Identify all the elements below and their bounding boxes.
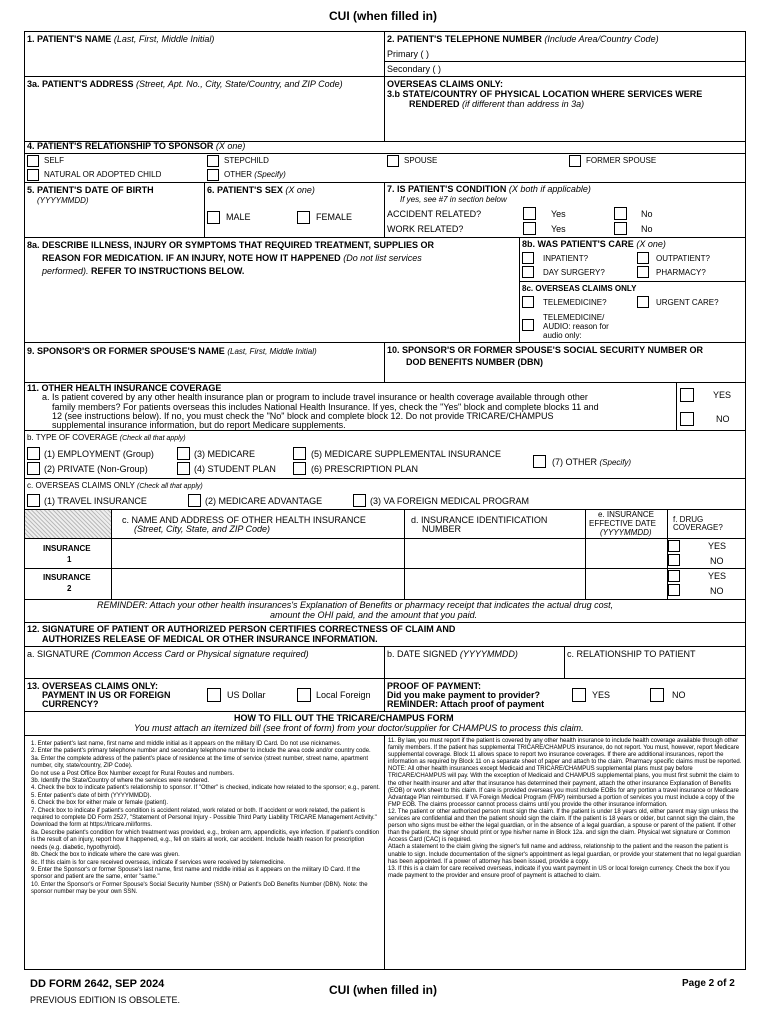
right-rule — [745, 31, 746, 739]
block4-label: 4. PATIENT'S RELATIONSHIP TO SPONSOR (X one) — [27, 141, 246, 151]
col-d-header: d. INSURANCE IDENTIFICATION — [411, 515, 548, 525]
divider — [585, 509, 586, 599]
block8a-line3: performed). REFER TO INSTRUCTIONS BELOW. — [42, 266, 245, 276]
col-c-header: c. NAME AND ADDRESS OF OTHER HEALTH INSURANCE — [122, 515, 366, 525]
day-surgery-checkbox[interactable] — [522, 266, 534, 278]
block11-title: 11. OTHER HEALTH INSURANCE COVERAGE — [27, 383, 222, 393]
top-rule — [24, 31, 746, 32]
local-foreign-checkbox[interactable] — [297, 688, 311, 702]
obsolete-note: PREVIOUS EDITION IS OBSOLETE. — [30, 995, 181, 1005]
natural-child-label: NATURAL OR ADOPTED CHILD — [44, 170, 162, 179]
divider — [519, 237, 520, 342]
divider — [384, 342, 385, 382]
va-fmp-label: (3) VA FOREIGN MEDICAL PROGRAM — [370, 496, 530, 506]
insurance2-number: 2 — [67, 584, 72, 593]
signature-label: a. SIGNATURE (Common Access Card or Physical signature required) — [27, 649, 309, 659]
pharmacy-checkbox[interactable] — [637, 266, 649, 278]
proof-yes-label: YES — [592, 690, 611, 700]
self-checkbox[interactable] — [27, 155, 39, 167]
work-yes-label: Yes — [551, 224, 566, 234]
inpatient-checkbox[interactable] — [522, 252, 534, 264]
block8c-label: 8c. OVERSEAS CLAIMS ONLY — [522, 284, 637, 293]
travel-insurance-checkbox[interactable] — [27, 494, 40, 507]
divider — [24, 182, 746, 183]
divider — [24, 735, 25, 969]
instructions-left: 1. Enter patient's last name, first name and middle initial as it appears on the military ID Card. Do not use nicknames. 2. Enter the patient's primary telephone number and secondary telephone number to include the area code and/or country code. 3a. Enter the complete address of the patient's place of residence at the time of service (street number, street name, apartment number, city, state/country, ZIP Code). Do not use a Post Office Box Number except for Rural Routes and numbers. 3b. Identify the State/Country of where the services were rendered. 4. Check the box to indicate patient's relationship to sponsor. If "Other" is checked, indicate how related to the sponsor; e.g., parent. 5. Enter patient's date of birth (YYYYMMDD). 6. Check the box for either male or female (patient). 7. Check box to indicate if patient's condition is accident related, work related or both. If accident or work related, the patient is required to complete DD Form 2527, "Statement of Personal Injury - Possible Third Party Liability TRICARE Management Activity." Download the form at https://tricare.mil/forms. 8a. Describe patient's condition for which treatment was provided, e.g., broken arm, appendicitis, eye infection. If patient's condition is the result of an injury, report how it happened, e.g., fell on stairs at work, car accident. Include health reason for prescription needs (e.g. diabetic, hypothyroid). 8b. Check the box to indicate where the care was given. 8c. If this claim is for care received overseas, indicate if services were received by telemedicine. 9. Enter the Sponsor's or former Spouse's last name, first name and middle initial as it appears on the military ID Card. If the sponsor and patient are the same, enter "same." 10. Enter the Sponsor's or Former Spouse's Social Security Number (SSN) or Patient's DoD Benefits Number (DBN). Note: the sponsor number may be your own SSN. — [31, 741, 380, 896]
outpatient-label: OUTPATIENT? — [656, 254, 710, 263]
local-foreign-label: Local Foreign — [316, 690, 371, 700]
accident-yes-label: Yes — [551, 209, 566, 219]
col-d-header2: NUMBER — [422, 524, 462, 534]
block8b-label: 8b. WAS PATIENT'S CARE (X one) — [522, 239, 666, 249]
block2-label: 2. PATIENT'S TELEPHONE NUMBER (Include Area/Country Code) — [387, 34, 659, 44]
divider — [24, 711, 746, 712]
hatched-cell — [25, 510, 111, 538]
block13-label: 13. OVERSEAS CLAIMS ONLY: — [27, 681, 159, 691]
block11a-line1: a. Is patient covered by any other health insurance plan or program to include travel insurance or health coverage available through other — [42, 392, 588, 402]
ins1-drug-yes-checkbox[interactable] — [668, 540, 680, 552]
divider — [111, 509, 112, 599]
work-yes-checkbox[interactable] — [523, 222, 536, 235]
block8a-line2: REASON FOR MEDICATION. IF AN INJURY, NOTE HOW IT HAPPENED (Do not list services — [42, 253, 422, 263]
instructions-right: 11. By law, you must report if the patient is covered by any other health insurance to include health coverage available through other family members. If the patient has supplemental TRICARE/CHAMPUS insurance, do not report. You must, however, report Medicare supplemental coverage. Block 11 allows space to report two insurance coverages. If there are additional insurances, report the information as required by Block 11 on a separate sheet of paper and attach to the claim. Pharmacy specific claims must be reported. NOTE: All other health insurances except Medicaid and TRICARE/CHAMPUS supplemental plans must pay before TRICARE/CHAMPUS will pay. With the exception of Medicaid and CHAMPUS supplemental plans, you must first submit the claim to the other health insurer and after that insurance has determined their payment, attach the other insurance Explanation of Benefits (EOB) or work sheet to this claim. If care is provided overseas you must include EOBs for any portion a travel insurance or Medicare Advantage Plan reimbursed. If VA Foreign Medical Program (FMP) reimbursed a portion of services you must include a copy of the FMP EOB. The claims processor cannot process claims until you provide the other insurance information. 12. The patient or other authorized person must sign the claim. If the patient is under 18 years old, either parent may sign unless the services are confidential and then the patient should sign the claim. If the patient is 18 years or older, but cannot sign the claim, the person who signs must be either the legal guardian, or in the absence of a legal guardian, a spouse or parent of the patient. If other than the patient, the signer should print or type his/her name in Block 12a. and sign the claim. Physical wet signature or Common Access Card (CAC) is required. Attach a statement to the claim giving the signer's full name and address, relationship to the patient and the reason the patient is unable to sign. Include documentation of the signer's appointment as legal guardian, or provide your statement that no legal guardian has been appointed. If a power of attorney has been issued, provide a copy. 13. If this is a claim for care received overseas, indicate if you want payment in US or local foreign currency. Check the box if you made payment to the provider and ensure proof of payment is attached to claim. — [388, 738, 742, 879]
audio-only-checkbox[interactable] — [522, 319, 534, 331]
divider — [24, 76, 746, 77]
medicare-advantage-checkbox[interactable] — [188, 494, 201, 507]
divider — [24, 622, 746, 623]
block10-label2: DOD BENEFITS NUMBER (DBN) — [406, 357, 543, 367]
block3a-label: 3a. PATIENT'S ADDRESS (Street, Apt. No., City, State/Country, and ZIP Code) — [27, 79, 343, 89]
accident-no-checkbox[interactable] — [614, 207, 627, 220]
divider — [24, 153, 746, 154]
block7-sub: If yes, see #7 in section below — [400, 195, 507, 204]
ins1-no-label: NO — [710, 556, 724, 566]
ins2-yes-label: YES — [708, 571, 727, 581]
ins2-drug-yes-checkbox[interactable] — [668, 570, 680, 582]
natural-child-checkbox[interactable] — [27, 169, 39, 181]
self-label: SELF — [44, 156, 65, 165]
employment-label: (1) EMPLOYMENT (Group) — [44, 449, 154, 459]
block3b-label: 3.b STATE/COUNTRY OF PHYSICAL LOCATION WHERE SERVICES WERE — [387, 89, 703, 99]
prescription-plan-checkbox[interactable] — [293, 462, 306, 475]
us-dollar-label: US Dollar — [227, 690, 266, 700]
block5-label: 5. PATIENT'S DATE OF BIRTH — [27, 185, 154, 195]
ins2-drug-no-checkbox[interactable] — [668, 584, 680, 596]
audio-label-2: AUDIO: reason for — [543, 322, 609, 331]
page-number: Page 2 of 2 — [682, 978, 735, 989]
audio-label-3: audio only: — [543, 331, 582, 340]
insurance1-number: 1 — [67, 555, 72, 564]
va-fmp-checkbox[interactable] — [353, 494, 366, 507]
block13-label3: CURRENCY? — [42, 699, 99, 709]
medicare-checkbox[interactable] — [177, 447, 190, 460]
proof-no-label: NO — [672, 690, 686, 700]
private-label: (2) PRIVATE (Non-Group) — [44, 464, 148, 474]
accident-yes-checkbox[interactable] — [523, 207, 536, 220]
ins1-drug-no-checkbox[interactable] — [668, 554, 680, 566]
block11a-line2: family members? For patients overseas this includes National Health Insurance. If yes, check the "Yes" block and complete blocks 11 and — [52, 402, 599, 412]
travel-insurance-label: (1) TRAVEL INSURANCE — [44, 496, 147, 506]
dob-format: (YYYYMMDD) — [37, 196, 89, 205]
ohi-yes-checkbox[interactable] — [680, 388, 694, 402]
secondary-phone[interactable]: Secondary ( ) — [387, 64, 442, 74]
col-f-header: f. DRUG — [673, 515, 704, 524]
divider — [24, 646, 746, 647]
divider — [24, 237, 746, 238]
divider — [384, 31, 385, 141]
spouse-label: SPOUSE — [404, 156, 438, 165]
inpatient-label: INPATIENT? — [543, 254, 589, 263]
divider — [384, 61, 745, 62]
ins1-yes-label: YES — [708, 541, 727, 551]
cui-header: CUI (when filled in) — [329, 9, 437, 23]
student-plan-label: (4) STUDENT PLAN — [194, 464, 276, 474]
date-signed-label: b. DATE SIGNED (YYYYMMDD) — [387, 649, 518, 659]
divider — [24, 342, 746, 343]
col-e-header2: EFFECTIVE DATE — [589, 519, 656, 528]
male-label: MALE — [226, 212, 251, 222]
col-e-hint: (YYYYMMDD) — [600, 528, 652, 537]
block7-label: 7. IS PATIENT'S CONDITION (X both if applicable) — [387, 184, 591, 194]
pharmacy-label: PHARMACY? — [656, 268, 706, 277]
block1-label: 1. PATIENT'S NAME (Last, First, Middle Initial) — [27, 34, 215, 44]
reminder-line1: REMINDER: Attach your other health insurances's Explanation of Benefits or pharmacy receipt that indicates the actual drug cost, — [97, 600, 614, 610]
medicare-advantage-label: (2) MEDICARE ADVANTAGE — [205, 496, 323, 506]
divider — [384, 646, 385, 678]
col-e-header: e. INSURANCE — [598, 510, 655, 519]
divider — [24, 969, 746, 970]
urgent-care-checkbox[interactable] — [637, 296, 649, 308]
block9-label: 9. SPONSOR'S OR FORMER SPOUSE'S NAME (Last, First, Middle Initial) — [27, 346, 317, 356]
block13-label2: PAYMENT IN US OR FOREIGN — [42, 690, 171, 700]
proof-question: Did you make payment to provider? — [387, 690, 541, 700]
block11a-line4: supplemental insurance information, but do report Medicare supplements. — [52, 420, 346, 430]
divider — [24, 568, 746, 569]
former-spouse-label: FORMER SPOUSE — [586, 156, 657, 165]
prescription-plan-label: (6) PRESCRIPTION PLAN — [311, 464, 419, 474]
medicare-label: (3) MEDICARE — [194, 449, 256, 459]
divider — [404, 509, 405, 599]
spouse-checkbox[interactable] — [387, 155, 399, 167]
us-dollar-checkbox[interactable] — [207, 688, 221, 702]
reminder-line2: amount the OHI paid, and the amount that you paid. — [270, 610, 478, 620]
proof-label: PROOF OF PAYMENT: — [387, 681, 482, 691]
other-coverage-checkbox[interactable] — [533, 455, 546, 468]
divider — [24, 538, 746, 539]
ohi-no-label: NO — [716, 414, 730, 424]
other-relation-label: OTHER (Specify) — [224, 170, 286, 179]
ohi-yes-label: YES — [713, 390, 732, 400]
block10-label: 10. SPONSOR'S OR FORMER SPOUSE'S SOCIAL SECURITY NUMBER OR — [387, 345, 703, 355]
divider — [676, 382, 677, 430]
female-label: FEMALE — [316, 212, 353, 222]
block3b-title: OVERSEAS CLAIMS ONLY: — [387, 79, 504, 89]
ohi-no-checkbox[interactable] — [680, 412, 694, 426]
telemedicine-label: TELEMEDICINE? — [543, 298, 607, 307]
stepchild-label: STEPCHILD — [224, 156, 269, 165]
student-plan-checkbox[interactable] — [177, 462, 190, 475]
divider — [24, 678, 746, 679]
medicare-supp-label: (5) MEDICARE SUPPLEMENTAL INSURANCE — [311, 449, 502, 459]
block11c-label: c. OVERSEAS CLAIMS ONLY (Check all that apply) — [27, 481, 203, 490]
block11a-line3: 12 (see instructions below). If no, you must check the "No" block and complete block 12. Do not provide TRICARE/CHAMPUS — [52, 411, 554, 421]
stepchild-checkbox[interactable] — [207, 155, 219, 167]
instructions-title: HOW TO FILL OUT THE TRICARE/CHAMPUS FORM — [234, 713, 454, 723]
divider — [519, 281, 746, 282]
divider — [204, 182, 205, 237]
proof-reminder: REMINDER: Attach proof of payment — [387, 699, 545, 709]
block3b-label2: RENDERED (if different than address in 3a) — [409, 99, 585, 109]
cui-footer: CUI (when filled in) — [329, 983, 437, 997]
private-checkbox[interactable] — [27, 462, 40, 475]
ins2-no-label: NO — [710, 586, 724, 596]
female-checkbox[interactable] — [297, 211, 310, 224]
block8a-label: 8a. DESCRIBE ILLNESS, INJURY OR SYMPTOMS THAT REQUIRED TREATMENT, SUPPLIES OR — [27, 240, 435, 250]
male-checkbox[interactable] — [207, 211, 220, 224]
primary-phone[interactable]: Primary ( ) — [387, 49, 429, 59]
instructions-subtitle: You must attach an itemized bill (see front of form) from your doctor/supplier for CHAMPUS to process this claim. — [134, 723, 584, 733]
form-number: DD FORM 2642, SEP 2024 — [30, 978, 165, 990]
proof-no-checkbox[interactable] — [650, 688, 664, 702]
medicare-supp-checkbox[interactable] — [293, 447, 306, 460]
outpatient-checkbox[interactable] — [637, 252, 649, 264]
former-spouse-checkbox[interactable] — [569, 155, 581, 167]
col-f-header2: COVERAGE? — [673, 523, 723, 532]
audio-label-1: TELEMEDICINE/ — [543, 313, 605, 322]
employment-checkbox[interactable] — [27, 447, 40, 460]
block12-label2: AUTHORIZES RELEASE OF MEDICAL OR OTHER INSURANCE INFORMATION. — [42, 634, 378, 644]
insurance1-label: INSURANCE — [43, 544, 91, 553]
accident-label: ACCIDENT RELATED? — [387, 209, 482, 219]
divider — [24, 478, 746, 479]
divider — [384, 182, 385, 237]
telemedicine-checkbox[interactable] — [522, 296, 534, 308]
work-no-checkbox[interactable] — [614, 222, 627, 235]
divider — [745, 735, 746, 969]
divider — [564, 646, 565, 678]
work-no-label: No — [641, 224, 653, 234]
block12-label: 12. SIGNATURE OF PATIENT OR AUTHORIZED PERSON CERTIFIES CORRECTNESS OF CLAIM AND — [27, 624, 456, 634]
other-relation-checkbox[interactable] — [207, 169, 219, 181]
urgent-care-label: URGENT CARE? — [656, 298, 719, 307]
insurance2-label: INSURANCE — [43, 573, 91, 582]
proof-yes-checkbox[interactable] — [572, 688, 586, 702]
divider — [24, 430, 746, 431]
left-rule — [24, 31, 25, 739]
divider — [24, 735, 746, 736]
col-c-hint: (Street, City, State, and ZIP Code) — [134, 524, 271, 534]
divider — [384, 678, 385, 711]
work-label: WORK RELATED? — [387, 224, 464, 234]
relationship-label: c. RELATIONSHIP TO PATIENT — [567, 649, 696, 659]
accident-no-label: No — [641, 209, 653, 219]
day-surgery-label: DAY SURGERY? — [543, 268, 605, 277]
block6-label: 6. PATIENT'S SEX (X one) — [207, 185, 315, 195]
other-coverage-label: (7) OTHER (Specify) — [552, 457, 632, 467]
block11b-label: b. TYPE OF COVERAGE (Check all that apply) — [27, 433, 186, 442]
divider — [384, 735, 385, 969]
